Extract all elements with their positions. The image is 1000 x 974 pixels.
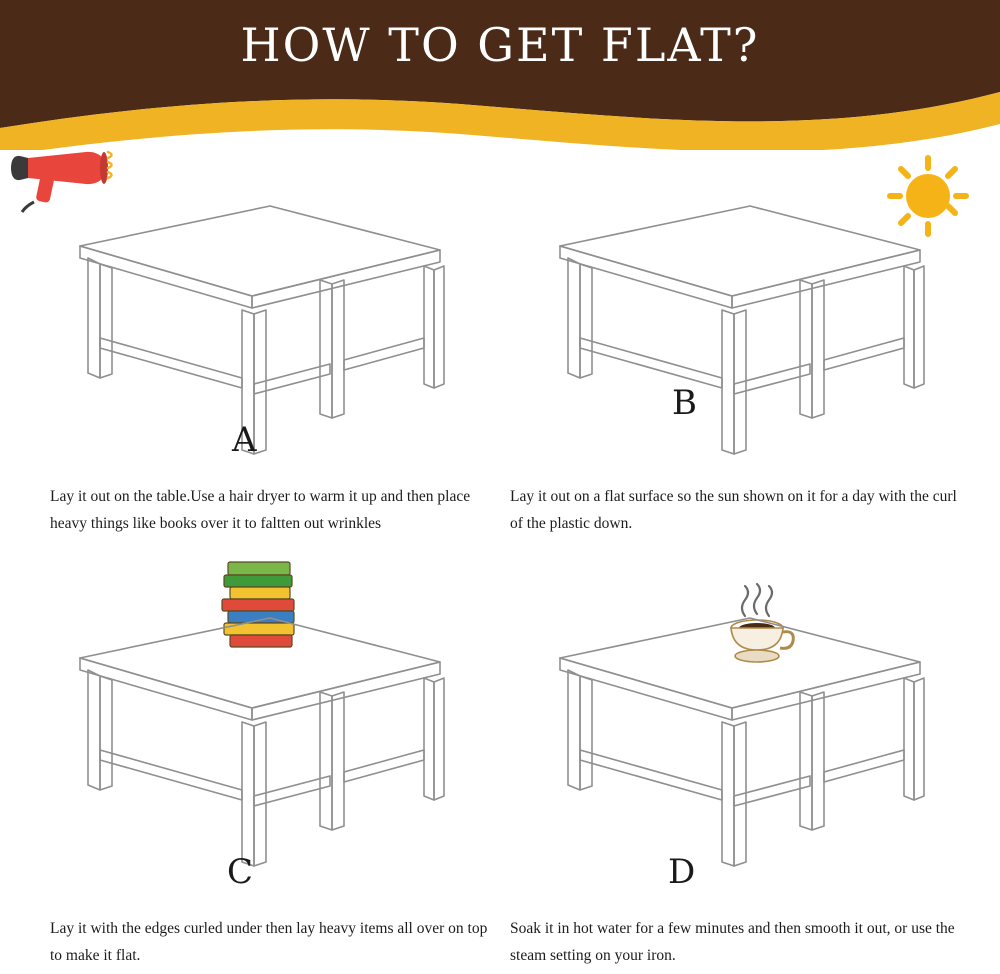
- panel-caption-c: Lay it with the edges curled under then lay heavy items all over on top to make it flat.: [50, 920, 488, 965]
- panel-caption-b: Lay it out on a flat surface so the sun shown on it for a day with the curl of the plastic down.: [510, 488, 957, 533]
- table-line-drawing: [500, 600, 970, 900]
- panel-d: [500, 570, 980, 970]
- panel-b: [500, 158, 980, 558]
- header-banner: [0, 0, 1000, 150]
- panel-a: [20, 158, 500, 558]
- panel-grid: [0, 150, 1000, 974]
- page-title: HOW TO GET FLAT?: [240, 18, 760, 72]
- table-line-drawing: [500, 188, 970, 488]
- panel-letter-b: B: [672, 383, 697, 423]
- panel-caption-d: Soak it in hot water for a few minutes and then smooth it out, or use the steam setting on your iron.: [510, 920, 955, 965]
- table-line-drawing: [20, 600, 490, 900]
- panel-letter-a: A: [232, 420, 257, 460]
- panel-letter-c: C: [227, 852, 254, 892]
- panel-caption-a: Lay it out on the table.Use a hair dryer to warm it up and then place heavy things like books over it to faltten out wrinkles: [50, 488, 471, 533]
- panel-c: [20, 570, 500, 970]
- panel-letter-d: D: [668, 852, 696, 892]
